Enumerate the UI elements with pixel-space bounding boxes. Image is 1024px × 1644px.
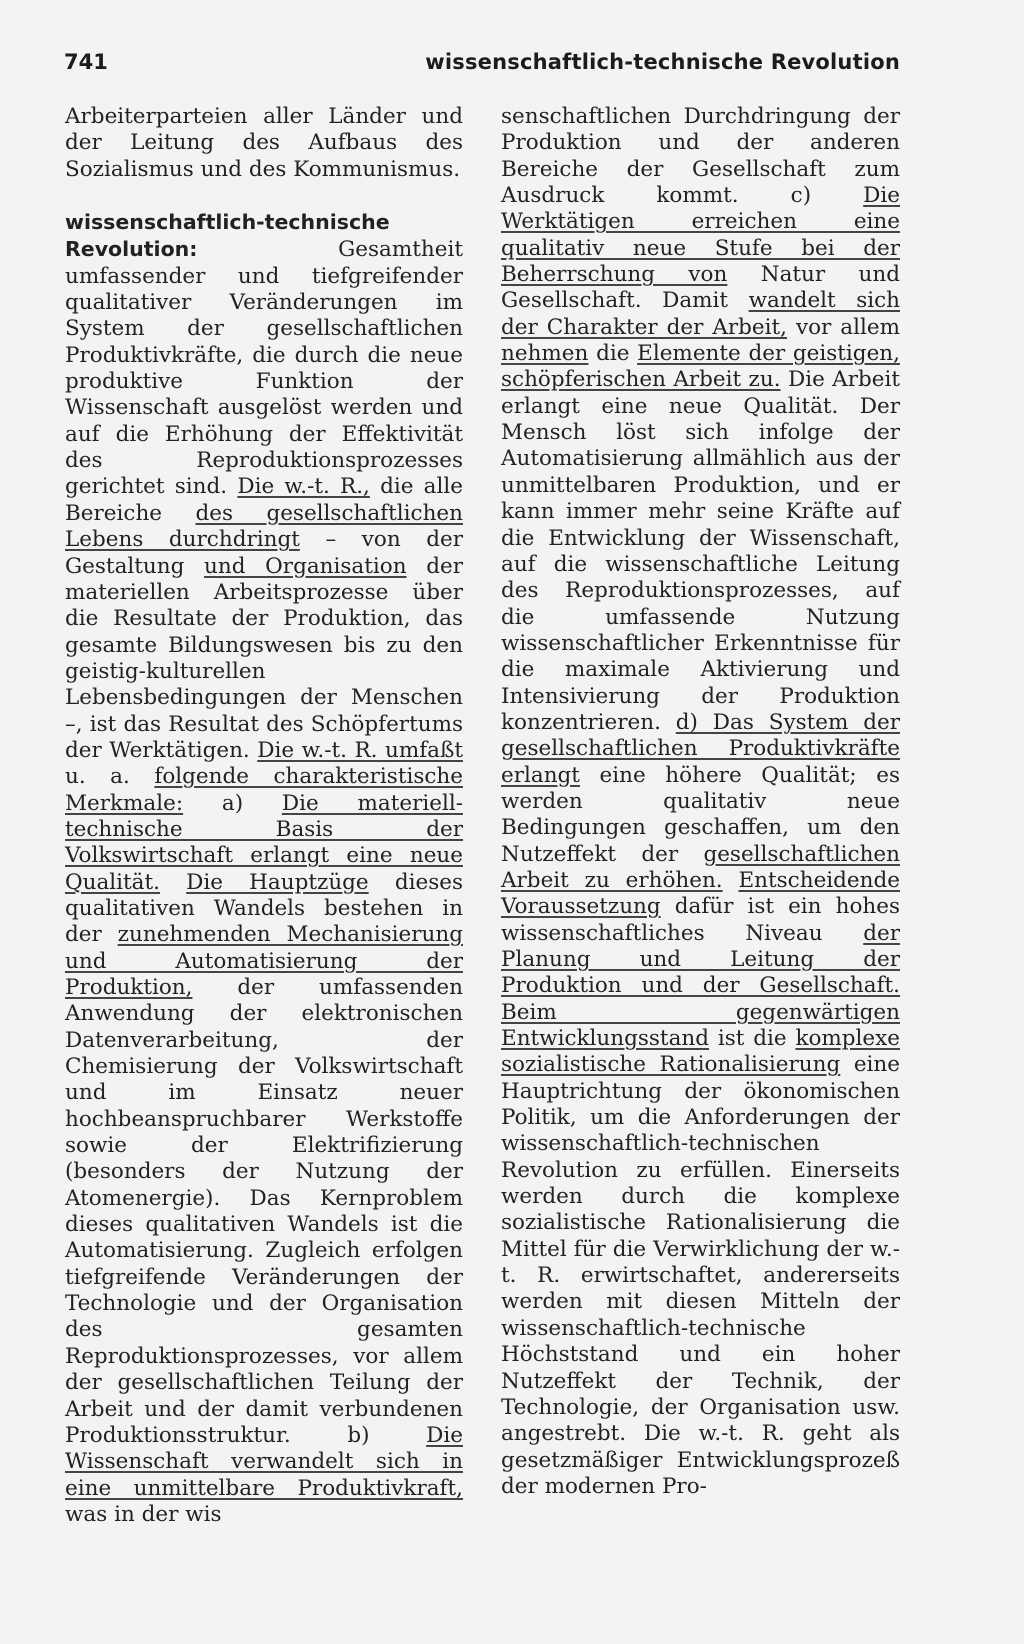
text-segment: senschaftlichen Durchdringung der Produktion und der anderen Bereiche der Gesellschaft zum Ausdruck kommt. c) (501, 104, 900, 209)
text-segment: Die Arbeit erlangt eine neue Qualität. Der Mensch löst sich infolge der Automatisierung allmählich aus der unmittelbaren Produktion, und er kann immer mehr seine Kräfte auf die Entwicklung der Wissenschaft, auf die wissenschaftliche Leitung des Reproduktionsprozesses, auf die umfassende Nutzung wissenschaftlicher Erkenntnisse für die maximale Aktivierung und Intensivierung der Produktion konzentrieren. (501, 367, 900, 735)
text-segment: die alle Bereiche (65, 474, 463, 526)
text-segment: ist die (717, 1026, 787, 1052)
text-segment: des gesellschaftlichen Lebens durchdringt (65, 500, 463, 553)
entry-continuation (501, 104, 900, 1500)
text-segment: eine höhere Qualität; es werden qualitativ neue Bedingungen geschaffen, um den Nutzeffekt der (501, 762, 900, 867)
text-segment: Die Werktätigen erreichen eine qualitativ neue Stufe bei der Beherrschung von (501, 183, 900, 288)
text-segment: Elemente der geistigen, schöpferischen Arbeit zu. (501, 341, 900, 393)
text-segment: Die materiell-technische Basis der Volkswirtschaft erlangt eine neue Qualität. (65, 790, 463, 895)
text-segment: Entscheidende Voraussetzung (501, 867, 900, 920)
left-column (65, 104, 463, 1528)
text-segment: zunehmenden Mechanisierung und Automatisierung der Produktion, (65, 922, 463, 1000)
entry-definition: Gesamtheit umfassender und tiefgreifender qualitativer Veränderungen im System der gesellschaftlichen Produktivkräfte, die durch die neue produktive Funktion der Wissenschaft ausgelöst werden und auf die Erhöhung der Effektivität des Reproduktionsprozesses gerichtet sind. (65, 237, 463, 500)
previous-entry-continuation (65, 104, 463, 183)
right-column (501, 104, 900, 1500)
text-segment: und Organisation (204, 553, 407, 579)
text-segment: a) (221, 790, 244, 816)
text-segment: Die w.-t. R. umfaßt (257, 737, 463, 763)
text-segment: dieses qualitativen Wandels bestehen in der (65, 869, 464, 948)
text-segment: vor allem (795, 314, 900, 340)
page-number: 741 (64, 50, 108, 74)
text-segment: Die Hauptzüge (186, 869, 369, 895)
text-segment: der materiellen Arbeitsprozesse über die Resultate der Produktion, das gesamte Bildungswesen bis zu den geistig-kulturellen Lebensbedingungen der Menschen –, ist das Resultat des Schöpfertums der Werktätigen. (65, 553, 463, 763)
text-segment: folgende charakteristische Merkmale: (65, 764, 464, 816)
text-segment: gesellschaftlichen Arbeit zu erhöhen. (501, 841, 900, 893)
text-segment: – von der Gestaltung (65, 527, 463, 579)
text-segment: Die w.-t. R., (237, 474, 370, 500)
text-segment: nehmen (501, 341, 589, 367)
text-segment: die (596, 341, 630, 367)
text-segment: komplexe sozialistische Rationalisierung (501, 1026, 901, 1078)
text-segment: Die Wissenschaft verwandelt sich in eine unmittelbare Produktivkraft, (65, 1422, 463, 1501)
text-segment: wandelt sich der Charakter der Arbeit, (501, 288, 901, 340)
running-title: wissenschaftlich-technische Revolution (425, 50, 900, 74)
dictionary-entry (65, 209, 463, 1528)
text-segment: der umfassenden Anwendung der elektronischen Datenverarbeitung, der Chemisierung der Volkswirtschaft und im Einsatz neuer hochbeanspruchbarer Werkstoffe sowie der Elektrifizierung (besonders der Nutzung der Atomenergie). Das Kernproblem dieses qualitativen Wandels ist die Automatisierung. Zugleich erfolgen tiefgreifende Veränderungen der Technologie und der Organisation des gesamten Reproduktionsprozesses, vor allem der gesellschaftlichen Teilung der Arbeit und der damit verbundenen Produktionsstruktur. b) (65, 975, 463, 1448)
text-segment: eine Hauptrichtung der ökonomischen Politik, um die Anforderungen der wissenschaftlich-technischen Revolution zu erfüllen. Einerseits werden durch die komplexe sozialistische Rationalisierung die Mittel für die Verwirklichung der w.-t. R. erwirtschaftet, andererseits werden mit diesen Mitteln der wissenschaftlich-technische Höchststand und ein hoher Nutzeffekt der Technik, der Technologie, der Organisation usw. angestrebt. Die w.-t. R. geht als gesetzmäßiger Entwicklungsprozeß der modernen Pro- (501, 1052, 900, 1499)
running-head (64, 50, 900, 80)
text-segment: Natur und Gesellschaft. Damit (501, 262, 900, 314)
text-segment: was in der wis (65, 1501, 222, 1527)
continuation-text: Arbeiterparteien aller Länder und der Leitung des Aufbaus des Sozialismus und des Kommunismus. (65, 104, 463, 182)
entry-headword: wissenschaftlich-technische Revolution: (65, 210, 390, 262)
entry-separator (65, 183, 463, 209)
text-segment: u. a. (65, 764, 130, 790)
text-segment: dafür ist ein hohes wissenschaftliches Niveau (501, 894, 900, 946)
text-segment: der Planung und Leitung der Produktion und der Gesellschaft. Beim gegenwärtigen Entwicklungsstand (501, 920, 900, 1052)
text-segment: d) Das System der gesellschaftlichen Produktivkräfte erlangt (501, 709, 900, 788)
